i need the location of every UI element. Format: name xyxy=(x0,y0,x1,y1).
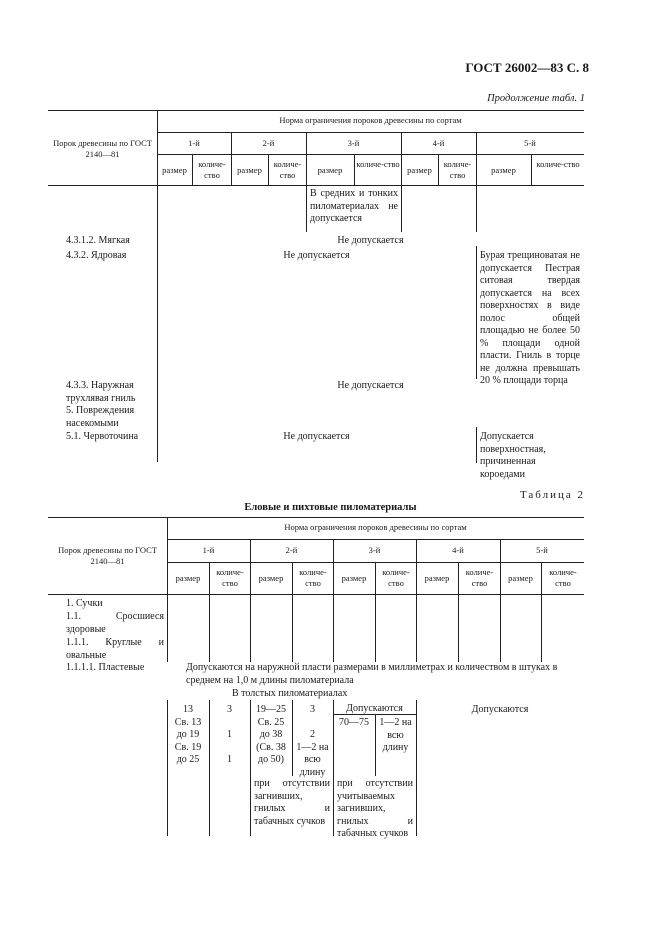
grade-3-note: при отсутствии учитываемых загнивших, гнилых и табачных сучков xyxy=(337,778,413,839)
qty-header: количе-ство xyxy=(356,159,400,169)
size-header: размер xyxy=(424,573,450,583)
size-header: размер xyxy=(258,573,284,583)
row-label: 4.3.1.2. Мягкая xyxy=(66,235,130,246)
cell: 3 xyxy=(227,704,232,715)
row-text: Не допускается xyxy=(337,235,404,246)
size-header: размер xyxy=(508,573,533,583)
page-header: ГОСТ 26002—83 С. 8 xyxy=(465,60,589,75)
size-header: размер xyxy=(407,165,432,175)
size-header: размер xyxy=(162,165,187,175)
norm-header: Норма ограничения пороков древесины по сортам xyxy=(284,522,467,532)
qty-header: количе-ство xyxy=(273,159,302,180)
table-number: Таблица 2 xyxy=(519,489,585,501)
cell: длину xyxy=(299,766,326,778)
cell: до 25 xyxy=(176,754,200,765)
qty-header: количе-ство xyxy=(198,159,226,180)
qty-header: количе-ство xyxy=(299,567,327,588)
size-header: размер xyxy=(237,165,262,175)
row-label: 4.3.3. Наружная трухлявая гниль xyxy=(66,380,136,404)
cell: 1—2 на xyxy=(296,741,329,753)
table-title: Еловые и пихтовые пиломатериалы xyxy=(244,502,417,513)
cell: до 19 xyxy=(176,729,200,740)
cell: до 50) xyxy=(258,754,284,765)
size-header: размер xyxy=(341,573,367,583)
defect-column-header: Порок древесины по ГОСТ 2140—81 xyxy=(53,138,152,159)
grade-4-header: 4-й xyxy=(432,138,445,148)
norm-header: Норма ограничения пороков древесины по сортам xyxy=(279,115,462,125)
cell: Св. 19 xyxy=(174,741,202,753)
cell: всю xyxy=(387,729,404,741)
row-label: 1. Сучки xyxy=(66,598,103,609)
top-note: В средних и тонких пиломатериалах не допускается xyxy=(310,188,398,224)
cell: 3 xyxy=(310,704,315,715)
qty-header: количе-ство xyxy=(465,567,494,588)
grade-5-header: 5-й xyxy=(536,545,548,555)
cell: 1 xyxy=(227,729,232,740)
row-label: 4.3.2. Ядровая xyxy=(66,250,127,261)
row-text: Не допускается xyxy=(283,431,350,442)
qty-header: количе-ство xyxy=(536,159,580,169)
grade-5-note: Бурая трещиноватая не допускается Пестрая ситовая твердая допускается на всех поверхностях в виде полос общей площадью не более 50 % площади одной пласти. Гниль в торце не должна превышать 20 % площади торца xyxy=(480,250,580,386)
grades-4-5-text: Допускаются xyxy=(471,704,529,715)
cell: 1 xyxy=(227,754,232,765)
qty-header: количе-ство xyxy=(216,567,244,588)
cell: длину xyxy=(382,742,409,753)
grade-5-note: Допускается поверхностная, причиненная короедами xyxy=(480,431,546,480)
row-label: 5. Повреждения насекомыми xyxy=(66,405,135,429)
row-label: 1.1. Сросшиеся здоровые xyxy=(66,611,164,635)
cell: Св. 25 xyxy=(257,716,285,728)
grade-3-header: 3-й xyxy=(368,545,381,555)
cell: 13 xyxy=(183,704,193,715)
grade-3-header: 3-й xyxy=(347,138,360,148)
cell: всю xyxy=(304,754,321,765)
grade-2-note: при отсутствии загнивших, гнилых и табачных сучков xyxy=(254,778,330,827)
row-text: Не допускается xyxy=(337,380,404,391)
cell: Св. 13 xyxy=(174,716,202,728)
continuation-label: Продолжение табл. 1 xyxy=(487,93,585,104)
cell: 1—2 на xyxy=(379,717,412,728)
cell: (Св. 38 xyxy=(256,741,286,753)
grade-3-head: Допускаются xyxy=(346,703,403,714)
size-header: размер xyxy=(317,165,343,175)
grade-5-header: 5-й xyxy=(524,138,536,148)
qty-header: количе-ство xyxy=(549,567,577,588)
row-text: Допускаются на наружной пласти размерами в миллиметрах и количеством в штуках в среднем на 1,0 м длины пиломатериала xyxy=(186,662,558,686)
qty-header: количе-ство xyxy=(382,567,410,588)
row-label: 1.1.1. Круглые и овальные xyxy=(66,637,164,661)
grade-1-header: 1-й xyxy=(188,138,200,148)
grade-2-header: 2-й xyxy=(285,545,298,555)
row-label: 5.1. Червоточина xyxy=(66,431,139,442)
qty-header: количе-ство xyxy=(443,159,472,180)
grade-1-header: 1-й xyxy=(202,545,215,555)
defect-column-header: Порок древесины по ГОСТ 2140—81 xyxy=(58,545,157,566)
cell: 2 xyxy=(310,729,315,740)
size-header: размер xyxy=(491,165,516,175)
cell: 70—75 xyxy=(339,717,369,728)
cell: до 38 xyxy=(259,729,283,740)
grade-4-header: 4-й xyxy=(452,545,464,555)
grade-2-header: 2-й xyxy=(262,138,275,148)
row-label: 1.1.1.1. Пластевые xyxy=(66,662,145,673)
cell: 19—25 xyxy=(256,704,286,715)
row-text: Не допускается xyxy=(283,250,350,261)
thick-lumber-label: В толстых пиломатериалах xyxy=(232,688,348,699)
size-header: размер xyxy=(175,573,201,583)
